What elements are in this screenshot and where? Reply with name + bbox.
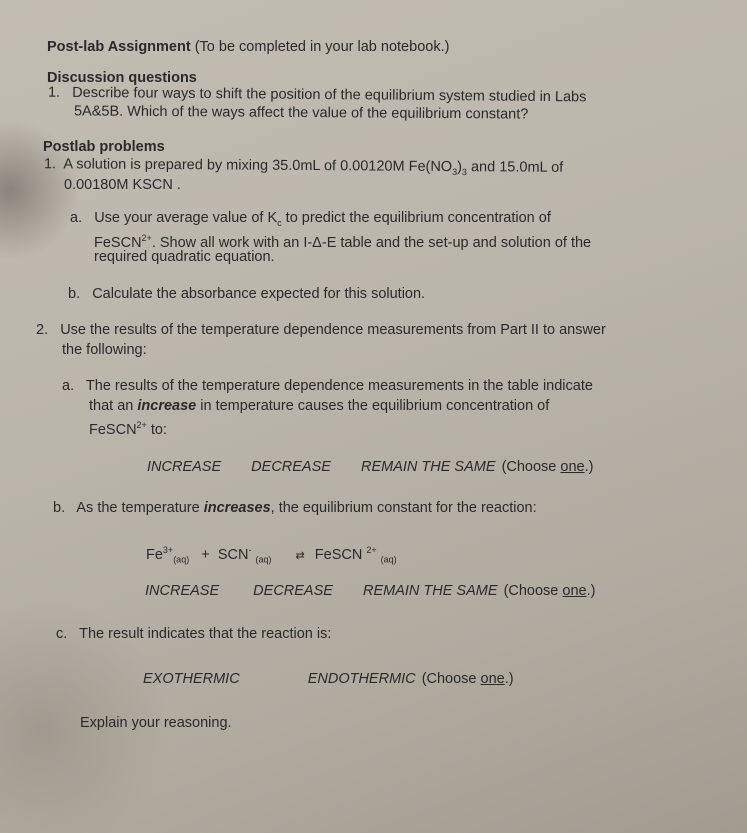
choice-decrease[interactable]: DECREASE — [251, 459, 331, 475]
label: b. — [53, 500, 66, 516]
scn: SCN — [217, 546, 249, 563]
choose-one: one — [562, 583, 587, 599]
choice-increase[interactable]: INCREASE — [147, 459, 222, 475]
choose-one: one — [480, 671, 505, 687]
problem-2 — [36, 321, 606, 339]
emphasis: increases — [203, 500, 271, 516]
subscript: c — [277, 217, 282, 228]
text: , the equilibrium constant for the reaction: — [270, 500, 537, 516]
problem-2a-line3 — [89, 416, 167, 439]
fe: Fe — [146, 546, 163, 563]
discussion-heading: Discussion questions — [47, 70, 197, 86]
text: in temperature causes the equilibrium concentration of — [196, 398, 550, 414]
choice-row-b — [145, 582, 595, 600]
superscript: 2+ — [141, 233, 152, 243]
text: The result indicates that the reaction is: — [79, 626, 332, 642]
choice-remain-same[interactable]: REMAIN THE SAME — [360, 459, 496, 475]
choice-endothermic[interactable]: ENDOTHERMIC — [307, 671, 416, 687]
choose-prefix: (Choose — [501, 459, 561, 475]
problem-1b — [68, 285, 425, 303]
text: Calculate the absorbance expected for this solution. — [92, 286, 426, 302]
p-text: ) — [457, 159, 463, 176]
choose-suffix: .) — [584, 459, 594, 475]
problem-2a-line2 — [89, 397, 549, 415]
fescn: FeSCN — [314, 546, 363, 563]
label: b. — [68, 286, 81, 302]
page-title — [47, 38, 449, 56]
choice-row-c — [143, 670, 514, 688]
choose-suffix: .) — [504, 671, 514, 687]
choice-row-a — [147, 458, 593, 476]
state: (aq) — [380, 554, 397, 565]
problem-2b — [53, 499, 537, 517]
explain-reasoning: Explain your reasoning. — [80, 715, 232, 731]
text: Use your average value of K — [94, 210, 278, 226]
equilibrium-arrow-icon: ⇄ — [295, 549, 305, 562]
charge: 2+ — [366, 545, 377, 555]
text: to: — [146, 421, 167, 438]
state: (aq) — [173, 554, 190, 565]
text: . Show all work with an I-Δ-E table and the set-up and solution of the — [151, 234, 592, 251]
choice-decrease[interactable]: DECREASE — [253, 583, 333, 599]
text: FeSCN — [89, 421, 137, 438]
p-num: 2. — [36, 322, 49, 338]
problem-2c — [56, 625, 331, 643]
problem-1-line2: 0.00180M KSCN . — [64, 177, 181, 193]
emphasis: increase — [137, 398, 197, 414]
problem-1a-line3: required quadratic equation. — [94, 249, 275, 265]
reaction-equation — [146, 541, 397, 569]
problem-2-line2: the following: — [62, 342, 147, 358]
choose-prefix: (Choose — [421, 671, 481, 687]
text: to predict the equilibrium concentration of — [281, 210, 551, 226]
q-num: 1. — [47, 84, 61, 101]
text: As the temperature — [76, 500, 204, 516]
label: a. — [62, 378, 75, 394]
title-note: (To be completed in your lab notebook.) — [194, 39, 450, 55]
choice-increase[interactable]: INCREASE — [145, 583, 220, 599]
charge: 3+ — [162, 545, 174, 555]
discussion-q1-line2: 5A&5B. Which of the ways affect the value of the equilibrium constant? — [73, 103, 529, 123]
state: (aq) — [255, 554, 272, 565]
text: The results of the temperature dependence measurements in the table indicate — [85, 378, 593, 394]
p-text: A solution is prepared by mixing 35.0mL of 0.00120M Fe(NO — [63, 156, 453, 176]
label: c. — [56, 626, 68, 642]
q-text: Describe four ways to shift the position of the equilibrium system studied in Labs — [72, 84, 587, 106]
title: Post-lab Assignment — [47, 39, 191, 55]
choose-prefix: (Choose — [503, 583, 563, 599]
choice-exothermic[interactable]: EXOTHERMIC — [143, 671, 240, 687]
subscript: 3 — [452, 166, 458, 177]
charge: - — [248, 545, 252, 555]
text: FeSCN — [94, 234, 142, 251]
choose-suffix: .) — [586, 583, 596, 599]
text: that an — [89, 398, 138, 414]
superscript: 2+ — [136, 420, 147, 430]
postlab-heading: Postlab problems — [43, 139, 165, 155]
text: Use the results of the temperature dependence measurements from Part II to answer — [60, 322, 606, 338]
plus: + — [201, 546, 210, 563]
label: a. — [70, 210, 83, 226]
p-text: and 15.0mL of — [466, 159, 564, 176]
subscript: 3 — [461, 166, 467, 178]
problem-2a — [62, 377, 593, 395]
choose-one: one — [560, 459, 585, 475]
choice-remain-same[interactable]: REMAIN THE SAME — [362, 583, 498, 599]
p-num: 1. — [43, 156, 57, 173]
